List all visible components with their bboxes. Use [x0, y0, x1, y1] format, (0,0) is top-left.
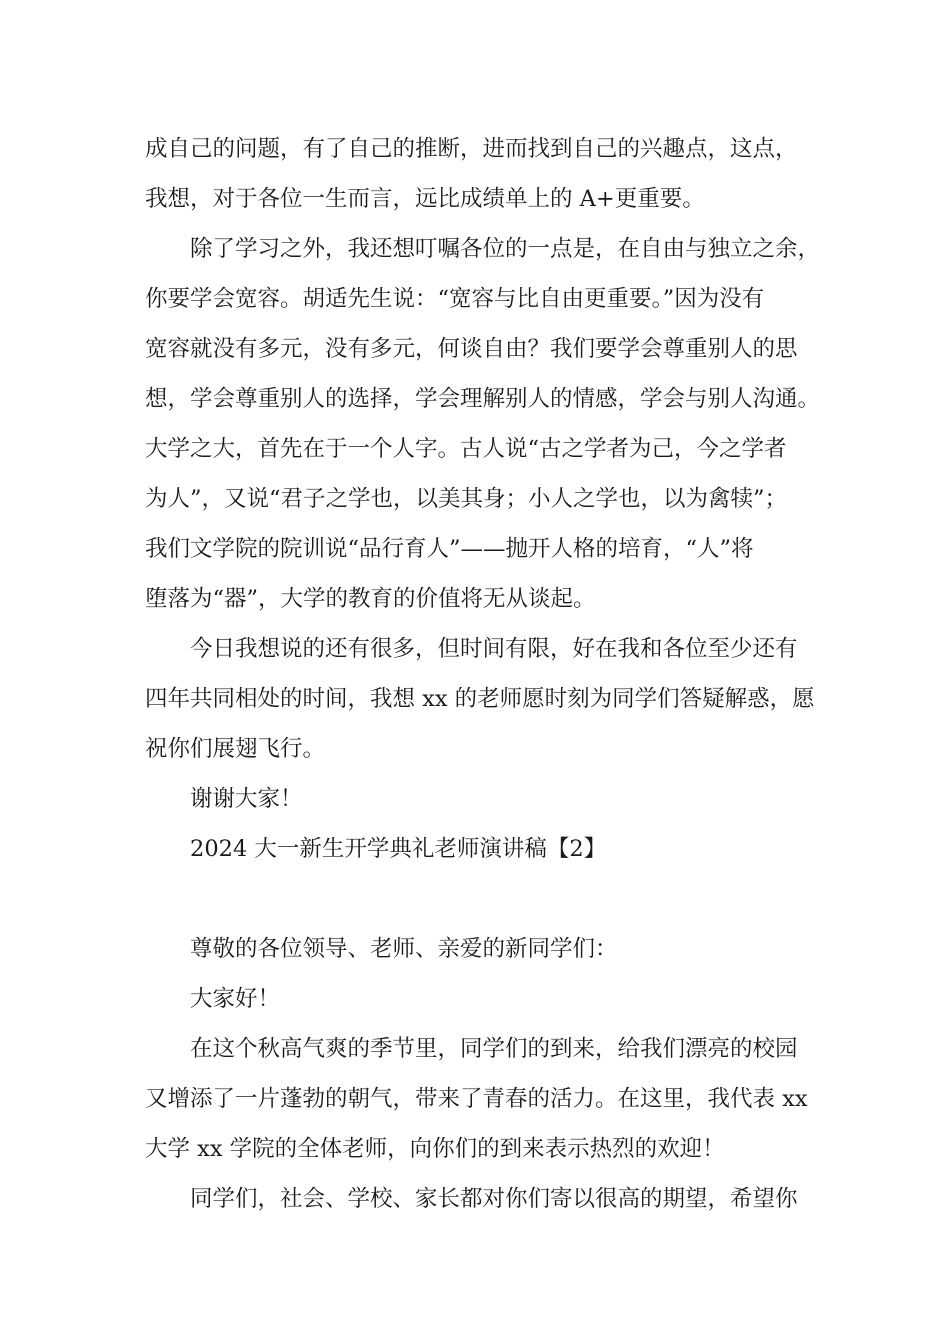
- text-line: 想，学会尊重别人的选择，学会理解别人的情感，学会与别人沟通。: [145, 386, 821, 412]
- text-line: 你要学会宽容。胡适先生说：“宽容与比自由更重要。”因为没有: [145, 286, 765, 312]
- text-line: 我想，对于各位一生而言，远比成绩单上的 A+更重要。: [145, 186, 705, 212]
- paragraph-start-line: 同学们，社会、学校、家长都对你们寄以很高的期望，希望你: [190, 1186, 798, 1212]
- salutation-line: 尊敬的各位领导、老师、亲爱的新同学们：: [190, 936, 618, 962]
- paragraph-start-line: 除了学习之外，我还想叮嘱各位的一点是，在自由与独立之余，: [190, 236, 821, 262]
- paragraph-start-line: 今日我想说的还有很多，但时间有限，好在我和各位至少还有: [190, 636, 798, 662]
- thanks-line: 谢谢大家！: [190, 786, 303, 812]
- text-line: 又增添了一片蓬勃的朝气，带来了青春的活力。在这里，我代表 xx: [145, 1086, 808, 1112]
- text-line: 四年共同相处的时间，我想 xx 的老师愿时刻为同学们答疑解惑，愿: [145, 686, 815, 712]
- section-title: 2024 大一新生开学典礼老师演讲稿【2】: [190, 836, 607, 862]
- text-line: 我们文学院的院训说“品行育人”——抛开人格的培育，“人”将: [145, 536, 754, 562]
- text-line: 为人”，又说“君子之学也，以美其身；小人之学也，以为禽犊”；: [145, 486, 788, 512]
- text-line: 宽容就没有多元，没有多元，何谈自由？我们要学会尊重别人的思: [145, 336, 798, 362]
- paragraph-start-line: 在这个秋高气爽的季节里，同学们的到来，给我们漂亮的校园: [190, 1036, 798, 1062]
- greeting-line: 大家好！: [190, 986, 281, 1012]
- text-line: 堕落为“器”，大学的教育的价值将无从谈起。: [145, 586, 596, 612]
- text-line: 成自己的问题，有了自己的推断，进而找到自己的兴趣点，这点，: [145, 136, 798, 162]
- text-line: 大学之大，首先在于一个人字。古人说“古之学者为己，今之学者: [145, 436, 787, 462]
- text-line: 祝你们展翅飞行。: [145, 736, 326, 762]
- text-line: 大学 xx 学院的全体老师，向你们的到来表示热烈的欢迎！: [145, 1136, 725, 1162]
